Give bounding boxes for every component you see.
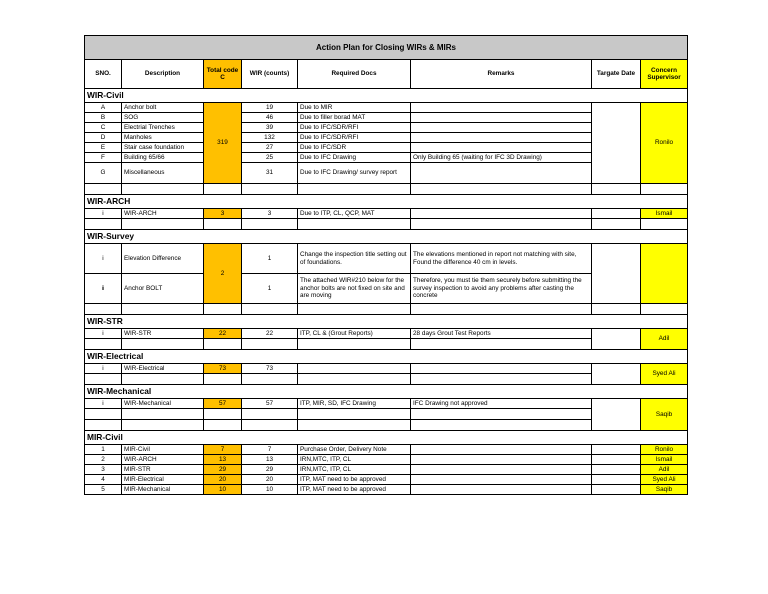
target-date-cell [592, 485, 641, 495]
section-header-wir-arch [85, 195, 688, 209]
sno-cell: F [85, 153, 122, 163]
remarks-cell [411, 364, 592, 374]
header-required-docs: Required Docs [298, 60, 411, 89]
supervisor-cell [641, 244, 688, 304]
total-code-c-cell: 29 [204, 465, 242, 475]
wir-count-cell: 20 [242, 475, 298, 485]
remarks-cell [411, 133, 592, 143]
required-docs-cell: Change the inspection title setting out of foundations. [298, 244, 411, 274]
wir-count-cell: 1 [242, 274, 298, 304]
wir-count-cell: 132 [242, 133, 298, 143]
table-row [85, 455, 688, 465]
section-header-wir-str [85, 315, 688, 329]
total-code-c-cell: 57 [204, 399, 242, 409]
total-code-c-cell: 73 [204, 364, 242, 374]
target-date-cell [592, 399, 641, 431]
supervisor-cell: Ronilo [641, 103, 688, 184]
description-cell: WIR-Electrical [122, 364, 204, 374]
section-header-wir-civil [85, 89, 688, 103]
description-cell: MIR-STR [122, 465, 204, 475]
section-title: WIR-Civil [85, 89, 688, 103]
sno-cell: D [85, 133, 122, 143]
sno-cell: E [85, 143, 122, 153]
sno-cell: C [85, 123, 122, 133]
section-title: MIR-Civil [85, 431, 688, 445]
supervisor-cell: Saqib [641, 485, 688, 495]
target-date-cell [592, 103, 641, 184]
sno-cell: i [85, 209, 122, 219]
remarks-cell [411, 113, 592, 123]
sno-cell: 4 [85, 475, 122, 485]
table-row [85, 465, 688, 475]
blank-row [85, 184, 688, 195]
header-row [85, 60, 688, 89]
sno-cell: A [85, 103, 122, 113]
required-docs-cell: ITP, MAT need to be approved [298, 485, 411, 495]
header-sno: SNO. [85, 60, 122, 89]
description-cell: Electrial Trenches [122, 123, 204, 133]
supervisor-cell: Adil [641, 329, 688, 350]
description-cell: Stair case foundation [122, 143, 204, 153]
table-row [85, 485, 688, 495]
description-cell: SOG [122, 113, 204, 123]
description-cell: Anchor BOLT [122, 274, 204, 304]
wir-count-cell: 46 [242, 113, 298, 123]
description-cell: WIR-ARCH [122, 209, 204, 219]
description-cell: MIR-Civil [122, 445, 204, 455]
description-cell: Building 65/66 [122, 153, 204, 163]
section-header-wir-electrical [85, 350, 688, 364]
total-code-c-cell: 3 [204, 209, 242, 219]
header-remarks: Remarks [411, 60, 592, 89]
required-docs-cell: Due to MIR [298, 103, 411, 113]
required-docs-cell: IRN,MTC, ITP, CL [298, 465, 411, 475]
section-header-mir-civil [85, 431, 688, 445]
supervisor-cell: Ismail [641, 455, 688, 465]
description-cell: Anchor bolt [122, 103, 204, 113]
description-cell: Elevation Difference [122, 244, 204, 274]
remarks-cell [411, 123, 592, 133]
description-cell: Miscellaneous [122, 163, 204, 184]
remarks-cell [411, 475, 592, 485]
supervisor-cell: Adil [641, 465, 688, 475]
total-code-c-cell: 2 [204, 244, 242, 304]
remarks-cell [411, 445, 592, 455]
remarks-cell [411, 455, 592, 465]
section-header-wir-mechanical [85, 385, 688, 399]
total-code-c-cell: 13 [204, 455, 242, 465]
required-docs-cell: Due to IFC Drawing/ survey report [298, 163, 411, 184]
wir-count-cell: 27 [242, 143, 298, 153]
section-title: WIR-Survey [85, 230, 688, 244]
description-cell: MIR-Mechanical [122, 485, 204, 495]
sno-cell: 5 [85, 485, 122, 495]
header-wir-counts: WIR (counts) [242, 60, 298, 89]
sheet-title: Action Plan for Closing WIRs & MIRs [85, 36, 688, 60]
target-date-cell [592, 465, 641, 475]
remarks-cell [411, 485, 592, 495]
table-row [85, 244, 688, 274]
description-cell: WIR-ARCH [122, 455, 204, 465]
wir-count-cell: 39 [242, 123, 298, 133]
wir-count-cell: 10 [242, 485, 298, 495]
remarks-cell: IFC Drawing not approved [411, 399, 592, 409]
supervisor-cell: Syed Ali [641, 364, 688, 385]
supervisor-cell: Saqib [641, 399, 688, 431]
remarks-cell: Only Building 65 (waiting for IFC 3D Drawing) [411, 153, 592, 163]
wir-count-cell: 22 [242, 329, 298, 339]
remarks-cell: The elevations mentioned in report not matching with site, Found the difference 40 cm in levels. [411, 244, 592, 274]
required-docs-cell: Due to IFC/SDR [298, 143, 411, 153]
wir-count-cell: 19 [242, 103, 298, 113]
section-header-wir-survey [85, 230, 688, 244]
total-code-c-cell: 22 [204, 329, 242, 339]
action-plan-table [84, 35, 688, 495]
wir-count-cell: 31 [242, 163, 298, 184]
required-docs-cell: Due to IFC Drawing [298, 153, 411, 163]
required-docs-cell: Due to filler borad MAT [298, 113, 411, 123]
remarks-cell [411, 163, 592, 184]
supervisor-cell: Ronilo [641, 445, 688, 455]
total-code-c-cell: 319 [204, 103, 242, 184]
target-date-cell [592, 209, 641, 219]
target-date-cell [592, 445, 641, 455]
sno-cell: 2 [85, 455, 122, 465]
section-title: WIR-ARCH [85, 195, 688, 209]
target-date-cell [592, 455, 641, 465]
table-row [85, 399, 688, 409]
description-cell: WIR-STR [122, 329, 204, 339]
table-row [85, 209, 688, 219]
section-title: WIR-STR [85, 315, 688, 329]
table-row [85, 364, 688, 374]
required-docs-cell: The attached WIR#210 below for the anchor bolts are not fixed on site and are moving [298, 274, 411, 304]
description-cell: MIR-Electrical [122, 475, 204, 485]
sno-cell: i [85, 399, 122, 409]
required-docs-cell: Due to ITP, CL, QCP, MAT [298, 209, 411, 219]
target-date-cell [592, 244, 641, 304]
required-docs-cell: ITP, MAT need to be approved [298, 475, 411, 485]
wir-count-cell: 3 [242, 209, 298, 219]
sno-cell: 3 [85, 465, 122, 475]
table-row [85, 329, 688, 339]
sno-cell: B [85, 113, 122, 123]
wir-count-cell: 7 [242, 445, 298, 455]
supervisor-cell: Ismail [641, 209, 688, 219]
remarks-cell [411, 209, 592, 219]
wir-count-cell: 73 [242, 364, 298, 374]
wir-count-cell: 29 [242, 465, 298, 475]
sno-cell: i [85, 364, 122, 374]
wir-count-cell: 57 [242, 399, 298, 409]
header-description: Description [122, 60, 204, 89]
remarks-cell [411, 103, 592, 113]
required-docs-cell: ITP, CL & (Grout Reports) [298, 329, 411, 339]
remarks-cell: 28 days Grout Test Reports [411, 329, 592, 339]
supervisor-cell: Syed Ali [641, 475, 688, 485]
remarks-cell: Therefore, you must tie them securely before submitting the survey inspection to avoid any problems after casting the concrete [411, 274, 592, 304]
header-total: Total code C [204, 60, 242, 89]
wir-count-cell: 25 [242, 153, 298, 163]
target-date-cell [592, 329, 641, 350]
blank-row [85, 304, 688, 315]
required-docs-cell: Purchase Order, Delivery Note [298, 445, 411, 455]
sno-cell: i [85, 329, 122, 339]
table-row [85, 445, 688, 455]
total-code-c-cell: 10 [204, 485, 242, 495]
wir-count-cell: 1 [242, 244, 298, 274]
required-docs-cell: IRN,MTC, ITP, CL [298, 455, 411, 465]
section-title: WIR-Mechanical [85, 385, 688, 399]
sno-cell: 1 [85, 445, 122, 455]
total-code-c-cell: 7 [204, 445, 242, 455]
required-docs-cell: Due to IFC/SDR/RFI [298, 123, 411, 133]
section-title: WIR-Electrical [85, 350, 688, 364]
target-date-cell [592, 364, 641, 385]
sno-cell: ii [85, 274, 122, 304]
header-target-date: Targate Date [592, 60, 641, 89]
description-cell: WIR-Mechanical [122, 399, 204, 409]
table-row [85, 103, 688, 113]
remarks-cell [411, 465, 592, 475]
required-docs-cell [298, 364, 411, 374]
target-date-cell [592, 475, 641, 485]
sno-cell: i [85, 244, 122, 274]
wir-count-cell: 13 [242, 455, 298, 465]
table-row [85, 475, 688, 485]
remarks-cell [411, 143, 592, 153]
sno-cell: G [85, 163, 122, 184]
description-cell: Manholes [122, 133, 204, 143]
total-code-c-cell: 20 [204, 475, 242, 485]
header-supervisor: Concern Supervisor [641, 60, 688, 89]
required-docs-cell: ITP, MIR, SD, IFC Drawing [298, 399, 411, 409]
blank-row [85, 219, 688, 230]
title-row [85, 36, 688, 60]
required-docs-cell: Due to IFC/SDR/RFI [298, 133, 411, 143]
